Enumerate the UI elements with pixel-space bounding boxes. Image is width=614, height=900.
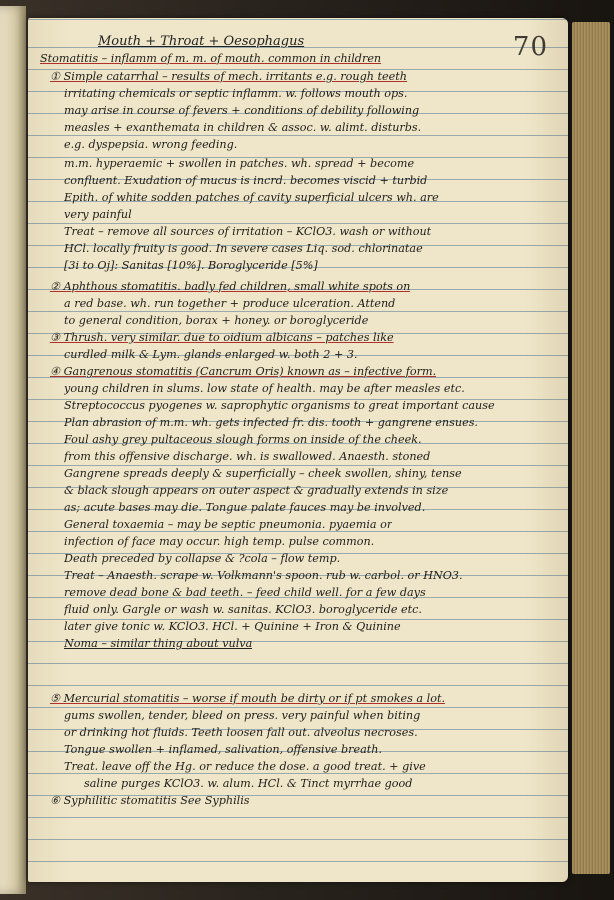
text-line: confluent. Exudation of mucus is incrd. becomes viscid + turbid (64, 174, 428, 187)
heading-text: Mouth + Throat + Oesophagus (98, 34, 305, 49)
text-line: or drinking hot fluids. Teeth loosen fall out. alveolus necroses. (64, 726, 418, 739)
text-line: Streptococcus pyogenes w. saprophytic organisms to great important cause (64, 399, 495, 412)
text-line: m.m. hyperaemic + swollen in patches. wh. spread + become (64, 157, 415, 170)
text-line: Plan abrasion of m.m. wh. gets infected fr. dis. tooth + gangrene ensues. (64, 416, 478, 429)
text-line: Death preceded by collapse & ?cola – flow temp. (64, 552, 341, 565)
page-heading (98, 34, 304, 49)
text-line: [3i to Oj]: Sanitas [10%]. Boroglyceride [5%] (64, 259, 318, 272)
text-line: HCl. locally fruity is good. In severe cases Liq. sod. chlorinatae (64, 242, 423, 255)
page-edges (572, 22, 610, 874)
text-line: infection of face may occur. high temp. pulse common. (64, 535, 375, 548)
text-line: General toxaemia – may be septic pneumonia. pyaemia or (64, 518, 393, 531)
text-line: ④ Gangrenous stomatitis (Cancrum Oris) known as – infective form. (50, 365, 437, 378)
text-line: ① Simple catarrhal – results of mech. irritants e.g. rough teeth (50, 70, 407, 83)
text-line: Treat – Anaesth. scrape w. Volkmann's spoon. rub w. carbol. or HNO3. (64, 569, 463, 582)
text-line: to general condition, borax + honey. or boroglyceride (64, 314, 369, 327)
text-line: e.g. dyspepsia. wrong feeding. (64, 138, 238, 151)
notebook-page (28, 18, 568, 882)
text-line: & black slough appears on outer aspect & gradually extends in size (64, 484, 449, 497)
text-line: very painful (64, 208, 132, 221)
text-line: remove dead bone & bad teeth. – feed child well. for a few days (64, 586, 426, 599)
text-line: ⑤ Mercurial stomatitis – worse if mouth be dirty or if pt smokes a lot. (50, 692, 446, 705)
text-line: irritating chemicals or septic inflamm. w. follows mouth ops. (64, 87, 408, 100)
text-line: a red base. wh. run together + produce ulceration. Attend (64, 297, 396, 310)
text-line: young children in slums. low state of health. may be after measles etc. (64, 382, 465, 395)
text-line: Foul ashy grey pultaceous slough forms on inside of the cheek. (64, 433, 422, 446)
page-number: 70 (512, 32, 548, 62)
text-line: saline purges KClO3. w. alum. HCl. & Tinct myrrhae good (84, 777, 413, 790)
text-line: measles + exanthemata in children & assoc. w. alimt. disturbs. (64, 121, 422, 134)
text-line: curdled milk & Lym. glands enlarged w. both 2 + 3. (64, 348, 358, 361)
text-line: ③ Thrush. very similar. due to oidium albicans – patches like (50, 331, 394, 344)
text-line: ② Aphthous stomatitis. badly fed children, small white spots on (50, 280, 411, 293)
text-line: Treat – remove all sources of irritation – KClO3. wash or without (64, 225, 432, 238)
text-line: Treat. leave off the Hg. or reduce the dose. a good treat. + give (64, 760, 426, 773)
text-line: Stomatitis – inflamm of m. m. of mouth. common in children (40, 52, 382, 65)
text-line: Tongue swollen + inflamed, salivation, offensive breath. (64, 743, 383, 756)
text-line: ⑥ Syphilitic stomatitis See Syphilis (50, 794, 250, 807)
left-page-leaf (0, 6, 26, 894)
text-line: Gangrene spreads deeply & superficially – cheek swollen, shiny, tense (64, 467, 462, 480)
text-line: Epith. of white sodden patches of cavity superficial ulcers wh. are (64, 191, 439, 204)
text-line: as; acute bases may die. Tongue palate fauces may be involved. (64, 501, 426, 514)
text-line: Noma – similar thing about vulva (64, 637, 253, 650)
text-line: fluid only. Gargle or wash w. sanitas. KClO3. boroglyceride etc. (64, 603, 422, 616)
text-line: later give tonic w. KClO3. HCl. + Quinine + Iron & Quinine (64, 620, 401, 633)
text-line: gums swollen, tender, bleed on press. very painful when biting (64, 709, 421, 722)
text-line: may arise in course of fevers + conditions of debility following (64, 104, 420, 117)
text-line: from this offensive discharge. wh. is swallowed. Anaesth. stoned (64, 450, 431, 463)
